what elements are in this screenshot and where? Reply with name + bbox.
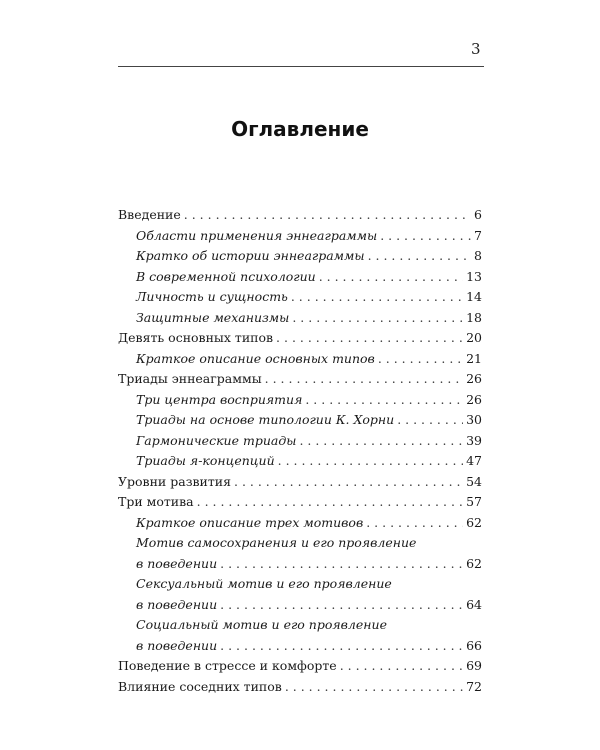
toc-entry-harmonic-triads[interactable] xyxy=(118,431,482,452)
dot-leader xyxy=(265,369,463,390)
toc-entry-self-preservation-cont[interactable] xyxy=(118,554,482,575)
toc-entry-self-preservation[interactable] xyxy=(118,533,482,554)
toc-entry-history[interactable] xyxy=(118,246,482,267)
toc-entry-label-cont: в поведении xyxy=(136,555,218,571)
toc-entry-page: 62 xyxy=(466,555,482,571)
toc-entry-page: 69 xyxy=(466,658,482,673)
dot-leader xyxy=(197,492,463,513)
toc-entry-label: Краткое описание трех мотивов xyxy=(136,514,364,530)
toc-entry-label: Введение xyxy=(118,207,181,222)
toc-entry-page: 30 xyxy=(466,412,482,427)
toc-entry-page: 8 xyxy=(474,248,482,263)
dot-leader xyxy=(234,472,463,493)
dot-leader xyxy=(278,451,463,472)
toc-entry-three-centers[interactable] xyxy=(118,390,482,411)
dot-leader xyxy=(368,246,471,267)
dot-leader xyxy=(292,308,463,329)
toc-entry-page: 6 xyxy=(474,207,482,222)
toc-entry-self-concept-triads[interactable] xyxy=(118,451,482,472)
toc-entry-label: Триады эннеаграммы xyxy=(118,371,262,386)
dot-leader xyxy=(305,390,463,411)
toc-entry-page: 66 xyxy=(466,637,482,653)
toc-entry-social-motive[interactable] xyxy=(118,615,482,636)
toc-entry-page: 26 xyxy=(466,371,482,386)
toc-entry-page: 18 xyxy=(466,309,482,325)
toc-entry-label: Кратко об истории эннеаграммы xyxy=(136,248,365,263)
dot-leader xyxy=(276,328,463,349)
toc-entry-label: Три мотива xyxy=(118,494,194,509)
toc-entry-page: 64 xyxy=(466,596,482,612)
dot-leader xyxy=(291,287,463,308)
toc-entry-page: 7 xyxy=(474,227,482,243)
toc-entry-label: Сексуальный мотив и его проявление xyxy=(136,576,392,591)
toc-entry-triads[interactable] xyxy=(118,369,482,390)
toc-entry-label: Краткое описание основных типов xyxy=(136,350,375,366)
toc-entry-introduction[interactable] xyxy=(118,205,482,226)
toc-entry-label: Триады я-концепций xyxy=(136,453,275,468)
toc-entry-page: 14 xyxy=(466,289,482,304)
toc-entry-sexual-motive[interactable] xyxy=(118,574,482,595)
toc-entry-personality-essence[interactable] xyxy=(118,287,482,308)
dot-leader xyxy=(220,595,463,616)
toc-entry-page: 20 xyxy=(466,330,482,345)
dot-leader xyxy=(397,410,463,431)
dot-leader xyxy=(220,554,463,575)
dot-leader xyxy=(299,431,463,452)
toc-entry-label: Социальный мотив и его проявление xyxy=(136,617,387,632)
toc-entry-page: 26 xyxy=(466,391,482,407)
page-number: 3 xyxy=(471,40,481,58)
toc-entry-motives-description[interactable] xyxy=(118,513,482,534)
toc-entry-label: Три центра восприятия xyxy=(136,391,303,407)
toc-entry-page: 21 xyxy=(466,350,482,366)
toc-entry-page: 13 xyxy=(466,268,482,284)
toc-entry-horney-triads[interactable] xyxy=(118,410,482,431)
toc-entry-label: Девять основных типов xyxy=(118,330,274,345)
toc-entry-sexual-motive-cont[interactable] xyxy=(118,595,482,616)
page-title: Оглавление xyxy=(231,117,369,141)
toc-entry-label: Мотив самосохранения и его проявление xyxy=(136,535,417,550)
dot-leader xyxy=(319,267,463,288)
toc-entry-page: 57 xyxy=(466,494,482,509)
toc-entry-social-motive-cont[interactable] xyxy=(118,636,482,657)
toc-entry-label: Триады на основе типологии К. Хорни xyxy=(136,412,395,427)
toc-entry-page: 54 xyxy=(466,473,482,489)
toc-entry-types-description[interactable] xyxy=(118,349,482,370)
toc-entry-label: Уровни развития xyxy=(118,473,232,489)
toc-entry-label: Личность и сущность xyxy=(136,289,288,304)
dot-leader xyxy=(184,205,471,226)
dot-leader xyxy=(366,513,463,534)
toc-entry-applications[interactable] xyxy=(118,226,482,247)
dot-leader xyxy=(378,349,463,370)
toc-entry-stress-comfort[interactable] xyxy=(118,656,482,677)
header-rule xyxy=(118,66,484,67)
toc-entry-label-cont: в поведении xyxy=(136,596,218,612)
toc-entry-label: Области применения эннеаграммы xyxy=(136,227,378,243)
toc-entry-page: 47 xyxy=(466,453,482,468)
toc-entry-nine-types[interactable] xyxy=(118,328,482,349)
toc-entry-label: Поведение в стрессе и комфорте xyxy=(118,658,337,673)
toc-entry-page: 62 xyxy=(466,514,482,530)
dot-leader xyxy=(340,656,463,677)
toc-entry-three-motives[interactable] xyxy=(118,492,482,513)
toc-entry-wings[interactable] xyxy=(118,677,482,698)
dot-leader xyxy=(220,636,463,657)
toc-entry-page: 72 xyxy=(466,678,482,694)
toc-entry-levels[interactable] xyxy=(118,472,482,493)
toc-entry-label: В современной психологии xyxy=(136,268,316,284)
toc-entry-label-cont: в поведении xyxy=(136,637,218,653)
toc-entry-defense-mechanisms[interactable] xyxy=(118,308,482,329)
toc-entry-label: Защитные механизмы xyxy=(136,309,290,325)
toc-entry-page: 39 xyxy=(466,432,482,448)
dot-leader xyxy=(380,226,471,247)
toc-entry-label: Влияние соседних типов xyxy=(118,678,282,694)
toc-entry-modern-psychology[interactable] xyxy=(118,267,482,288)
toc-entry-label: Гармонические триады xyxy=(136,432,297,448)
dot-leader xyxy=(285,677,463,698)
table-of-contents xyxy=(118,205,482,697)
